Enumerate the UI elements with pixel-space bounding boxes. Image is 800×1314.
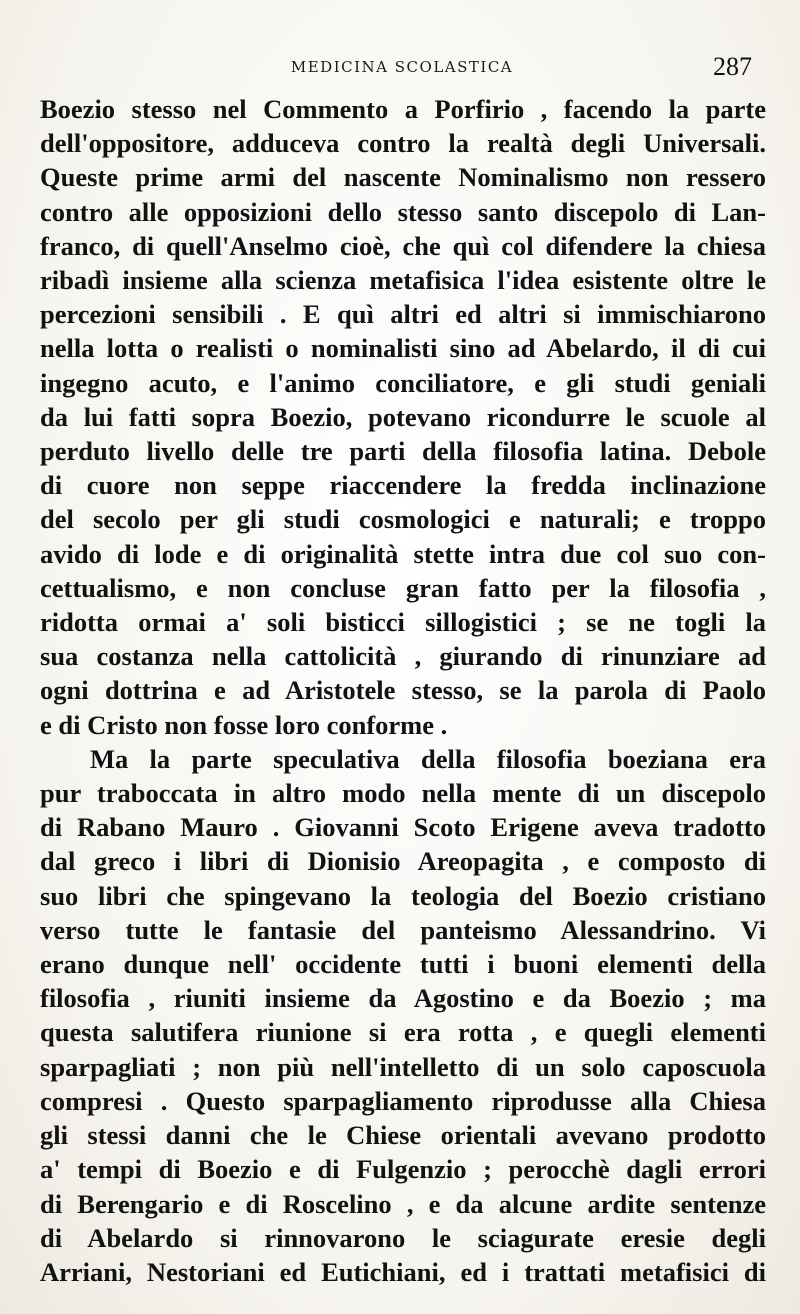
- text-line: ingegno acuto, e l'animo conciliatore, e gli studi geniali: [40, 367, 766, 398]
- page-number: 287: [713, 52, 752, 81]
- text-line: questa salutifera riunione si era rotta , e quegli elementi: [40, 1017, 766, 1048]
- text-line: di Rabano Mauro . Giovanni Scoto Erigene aveva tradotto: [40, 812, 766, 843]
- text-line: erano dunque nell' occidente tutti i buoni elementi della: [40, 949, 766, 980]
- text-line: perduto livello delle tre parti della filosofia latina. Debole: [40, 436, 766, 467]
- page-header: [44, 52, 760, 92]
- text-line: nella lotta o realisti o nominalisti sino ad Abelardo, il di cui: [40, 333, 766, 364]
- text-line: e di Cristo non fosse loro conforme .: [40, 709, 448, 740]
- text-line: da lui fatti sopra Boezio, potevano ricondurre le scuole al: [40, 401, 766, 432]
- text-line: filosofia , riuniti insieme da Agostino e da Boezio ; ma: [40, 983, 766, 1014]
- text-line: di Abelardo si rinnovarono le sciagurate eresie degli: [40, 1222, 766, 1253]
- text-line: Ma la parte speculativa della filosofia boeziana era: [90, 743, 766, 774]
- text-line: dal greco i libri di Dionisio Areopagita , e composto di: [40, 846, 766, 877]
- text-line: franco, di quell'Anselmo cioè, che quì col difendere la chiesa: [40, 230, 766, 261]
- text-line: ogni dottrina e ad Aristotele stesso, se la parola di Paolo: [40, 675, 766, 706]
- text-line: compresi . Questo sparpagliamento riprodusse alla Chiesa: [40, 1085, 766, 1116]
- text-line: avido di lode e di originalità stette intra due col suo con-: [40, 538, 766, 569]
- text-line: verso tutte le fantasie del panteismo Alessandrino. Vi: [40, 914, 766, 945]
- running-title: MEDICINA SCOLASTICA: [290, 58, 514, 76]
- paragraph-1: [40, 92, 766, 742]
- text-line: del secolo per gli studi cosmologici e naturali; e troppo: [40, 504, 766, 535]
- text-line: Boezio stesso nel Commento a Porfirio , facendo la parte: [40, 94, 766, 124]
- text-line: di cuore non seppe riaccendere la fredda inclinazione: [40, 470, 766, 501]
- text-line: ridotta ormai a' soli bisticci sillogistici ; se ne togli la: [40, 607, 766, 638]
- text-line: sua costanza nella cattolicità , giurando di rinunziare ad: [40, 641, 766, 672]
- body-text: [40, 92, 766, 1289]
- text-line: dell'oppositore, adduceva contro la realtà degli Universali.: [40, 128, 766, 159]
- paragraph-2: [40, 742, 766, 1289]
- text-line: sparpagliati ; non più nell'intelletto di un solo caposcuola: [40, 1051, 766, 1082]
- text-line: pur traboccata in altro modo nella mente di un discepolo: [40, 778, 766, 809]
- text-line: Arriani, Nestoriani ed Eutichiani, ed i trattati metafisici di: [40, 1256, 766, 1287]
- text-line: Queste prime armi del nascente Nominalismo non ressero: [40, 162, 766, 193]
- text-line: cettualismo, e non concluse gran fatto per la filosofia ,: [40, 572, 766, 603]
- text-line: percezioni sensibili . E quì altri ed altri si immischiarono: [40, 299, 766, 330]
- text-line: a' tempi di Boezio e di Fulgenzio ; perocchè dagli errori: [40, 1154, 766, 1185]
- text-line: gli stessi danni che le Chiese orientali avevano prodotto: [40, 1120, 766, 1151]
- text-line: di Berengario e di Roscelino , e da alcune ardite sentenze: [40, 1188, 766, 1219]
- text-line: ribadì insieme alla scienza metafisica l'idea esistente oltre le: [40, 265, 766, 296]
- text-line: suo libri che spingevano la teologia del Boezio cristiano: [40, 880, 766, 911]
- text-line: contro alle opposizioni dello stesso santo discepolo di Lan-: [40, 196, 766, 227]
